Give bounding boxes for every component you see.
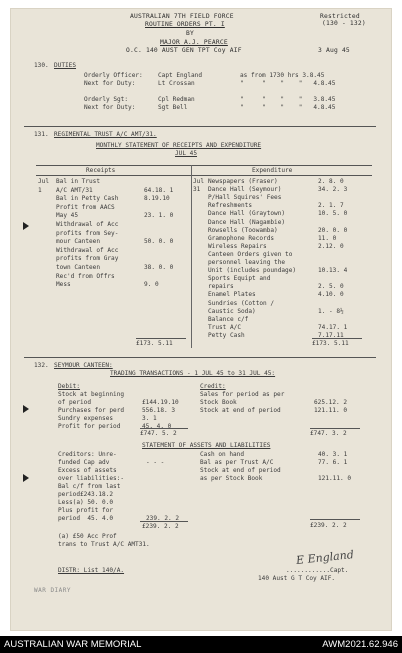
duty-detail: " " " " 4.8.45: [240, 80, 336, 87]
expenditure-item: Petty Cash: [208, 331, 245, 339]
note-line-2: trans to Trust A/C AMT31.: [58, 541, 150, 548]
expenditure-item: Wireless Repairs: [208, 242, 267, 250]
expenditure-item: Enamel Plates: [208, 291, 256, 299]
by-label: BY: [186, 30, 194, 37]
expenditure-amount: 74.17. 1: [318, 323, 348, 331]
duty-detail: " " " " 3.8.45: [240, 96, 336, 103]
liability-amount: - - -: [146, 459, 165, 466]
expenditure-date: Jul: [193, 178, 205, 185]
expenditure-item: Canteen Orders given to: [208, 250, 293, 258]
receipt-item: profits from Gray: [56, 255, 119, 263]
duty-label: Orderly Officer:: [84, 72, 143, 79]
signature: E England: [295, 548, 355, 567]
section-131-number: 131.: [34, 131, 49, 138]
credit-amount: 625.12. 2: [314, 399, 348, 406]
debit-total: £747. 5. 2: [140, 430, 177, 437]
duty-name: Lt Crossan: [158, 80, 195, 87]
receipt-item: Rec'd from Offrs: [56, 272, 115, 280]
expenditure-total: £173. 5.11: [312, 340, 349, 347]
receipt-item: Profit from AACS: [56, 203, 115, 211]
duty-detail: as from 1730 hrs 3.8.45: [240, 72, 325, 79]
asset-amount: 121.11. 0: [318, 475, 352, 482]
assets-total-rule: [310, 519, 360, 520]
debit-item: Stock at beginning: [58, 391, 125, 398]
assets-total: £239. 2. 2: [310, 522, 347, 529]
credit-heading: Credit:: [200, 383, 226, 390]
section-131-subtitle: MONTHLY STATEMENT OF RECEIPTS AND EXPENDITURE: [96, 142, 262, 149]
duty-label: Next for Duty:: [84, 104, 136, 111]
debit-amount: 3. 1: [142, 415, 157, 422]
liability-item: period£243.18.2: [58, 491, 114, 498]
expenditure-amount: 34. 2. 3: [318, 186, 348, 194]
receipt-amount: 8.19.10: [144, 195, 170, 203]
liability-amount: 239. 2. 2: [146, 515, 180, 522]
expenditure-item: Dance Hall (Seymour): [208, 186, 282, 194]
duty-name: Sgt Bell: [158, 104, 188, 111]
debit-amount: 556.18. 3: [142, 407, 176, 414]
expenditure-amount: 2. 8. 0: [318, 178, 344, 185]
receipt-item: town Canteen: [56, 264, 101, 271]
expenditure-item: Unit (includes poundage): [208, 267, 297, 275]
expenditure-item: Gramophone Records: [208, 234, 275, 242]
expenditure-item: P/Hall Squires' Fees: [208, 194, 282, 202]
liability-item: Excess of assets: [58, 467, 117, 474]
receipt-item: May 45: [56, 212, 79, 220]
debit-amount: £144.19.10: [142, 399, 179, 406]
debit-heading: Debit:: [58, 383, 81, 390]
receipt-amount: 50. 0. 0: [144, 238, 174, 246]
expenditure-item: Refreshments: [208, 202, 253, 210]
credit-item: Stock Book: [200, 399, 237, 406]
receipts-total: £173. 5.11: [136, 340, 173, 347]
debit-amount: 45. 4. 0: [142, 423, 172, 430]
expenditure-amount: 4.10. 0: [318, 291, 344, 299]
major-name: MAJOR A.J. PEARCE: [160, 39, 228, 46]
section-130-number: 130.: [34, 62, 49, 69]
liability-item: Bal c/f from last: [58, 483, 121, 490]
receipt-item: Bal in Petty Cash: [56, 195, 119, 203]
divider: [24, 126, 376, 127]
section-130-title: DUTIES: [54, 62, 77, 69]
receipt-item: mour Canteen: [56, 238, 101, 246]
footer-accession: AWM2021.62.946: [322, 639, 398, 650]
archive-footer: [0, 636, 402, 653]
document-title: ROUTINE ORDERS PT. I: [145, 21, 225, 28]
footer-institution: AUSTRALIAN WAR MEMORIAL: [4, 639, 142, 650]
table-top-rule: [36, 165, 372, 166]
debit-item: of period: [58, 399, 92, 406]
credit-total-rule: [310, 428, 360, 429]
expenditure-item: Balance c/f: [208, 315, 249, 323]
receipt-item: Bal in Trust: [56, 178, 101, 185]
credit-total: £747. 3. 2: [310, 430, 347, 437]
duty-label: Next for Duty:: [84, 80, 136, 87]
expenditure-amount: 1. - 8½: [318, 307, 344, 315]
credit-item: Stock at end of period: [200, 407, 281, 414]
note-line-1: (a) £50 Acc Prof: [58, 533, 117, 540]
liability-item: funded Cap adv: [58, 459, 110, 466]
expenditure-amount: 10.13. 4: [318, 267, 348, 275]
expenditure-heading: Expenditure: [252, 167, 293, 174]
debit-item: Purchases for perd: [58, 407, 125, 414]
receipts-heading: Receipts: [86, 167, 116, 174]
margin-arrow-icon: [23, 474, 29, 482]
signoff-capt: ............Capt.: [286, 567, 349, 574]
expenditure-amount: 2. 1. 7: [318, 202, 344, 210]
duty-label: Orderly Sgt:: [84, 96, 129, 103]
expenditure-date: 31: [193, 186, 201, 194]
liability-item: Plus profit for: [58, 507, 114, 514]
expenditure-amount: 2.12. 0: [318, 242, 344, 250]
expenditure-item: Trust A/C: [208, 323, 242, 331]
expenditure-item: Sundries (Cotton /: [208, 299, 275, 307]
expenditure-item: Dance Hall (Graytown): [208, 210, 286, 218]
receipts-total-rule: [136, 338, 186, 339]
expenditure-amount: 7.17.11: [318, 331, 344, 339]
receipt-amount: 38. 0. 0: [144, 264, 174, 271]
duty-name: Cpl Redman: [158, 96, 195, 103]
oc-line: O.C. 140 AUST GEN TPT Coy AIF: [126, 47, 242, 54]
unit-line: AUSTRALIAN 7TH FIELD FORCE: [130, 13, 234, 20]
receipt-item: Withdrawal of Acc: [56, 221, 119, 228]
asset-item: Bal as per Trust A/C: [200, 459, 274, 466]
expenditure-amount: 2. 5. 0: [318, 283, 344, 291]
liability-item: period 45. 4.0: [58, 515, 114, 522]
receipt-item: Withdrawal of Acc: [56, 246, 119, 254]
receipt-date: Jul: [38, 178, 50, 185]
expenditure-item: Newspapers (Fraser): [208, 178, 278, 185]
liability-item: Less(a) 50. 0.0: [58, 499, 114, 506]
receipt-item: profits from Sey-: [56, 229, 119, 237]
expenditure-item: repairs: [208, 283, 234, 291]
divider: [24, 357, 376, 358]
distribution-line: DISTR: List 140/A.: [58, 567, 125, 574]
expenditure-item: Dance Hall (Nagambie): [208, 218, 286, 226]
asset-item: Stock at end of period: [200, 467, 281, 474]
expenditure-item: personnel leaving the: [208, 259, 286, 266]
section-131-period: JUL 45: [175, 150, 198, 157]
expenditure-item: Rowsells (Toowamba): [208, 226, 278, 234]
receipt-amount: 9. 0: [144, 281, 159, 289]
asset-amount: 40. 3. 1: [318, 451, 348, 458]
section-132-subtitle: TRADING TRANSACTIONS - 1 JUL 45 to 31 JUL 45:: [110, 370, 276, 377]
liability-item: Creditors: Unre-: [58, 451, 117, 458]
receipt-item: Mess: [56, 281, 71, 289]
document-date: 3 Aug 45: [318, 47, 350, 54]
debit-item: Profit for period: [58, 423, 121, 430]
margin-arrow-icon: [23, 222, 29, 230]
credit-amount: 121.11. 0: [314, 407, 348, 414]
expenditure-amount: 20. 0. 0: [318, 226, 348, 234]
section-131-title: REGIMENTAL TRUST A/C AMT/31.: [54, 131, 157, 138]
war-diary-stamp: WAR DIARY: [34, 587, 72, 594]
receipt-item: A/C AMT/31: [56, 186, 93, 194]
receipt-amount: 23. 1. 0: [144, 212, 174, 220]
duty-name: Capt England: [158, 72, 203, 79]
duty-detail: " " " " 4.8.45: [240, 104, 336, 111]
section-132-title: SEYMOUR CANTEEN:: [54, 362, 113, 369]
asset-amount: 77. 6. 1: [318, 459, 348, 466]
section-132-number: 132.: [34, 362, 49, 369]
table-head-rule: [36, 175, 372, 176]
order-range: (130 - 132): [322, 20, 366, 27]
restricted-label: Restricted: [320, 13, 360, 20]
expenditure-item: Caustic Soda): [208, 307, 256, 315]
asset-item: as per Stock Book: [200, 475, 263, 482]
credit-item: Sales for period as per: [200, 391, 285, 398]
expenditure-amount: 11. 0: [318, 234, 337, 242]
receipt-date: 1: [38, 186, 42, 194]
table-center-rule: [191, 165, 192, 348]
debit-item: Sundry expenses: [58, 415, 114, 422]
expenditure-amount: 10. 5. 0: [318, 210, 348, 218]
receipt-amount: 64.18. 1: [144, 186, 174, 194]
expenditure-item: Sports Equipt and: [208, 275, 271, 283]
liability-item: over liabilities:-: [58, 475, 125, 482]
signoff-unit: 140 Aust G T Coy AIF.: [258, 575, 336, 582]
asset-item: Cash on hand: [200, 451, 245, 458]
assets-liabilities-heading: STATEMENT OF ASSETS AND LIABILITIES: [142, 442, 271, 449]
liabilities-total: £239. 2. 2: [142, 523, 179, 530]
margin-arrow-icon: [23, 405, 29, 413]
